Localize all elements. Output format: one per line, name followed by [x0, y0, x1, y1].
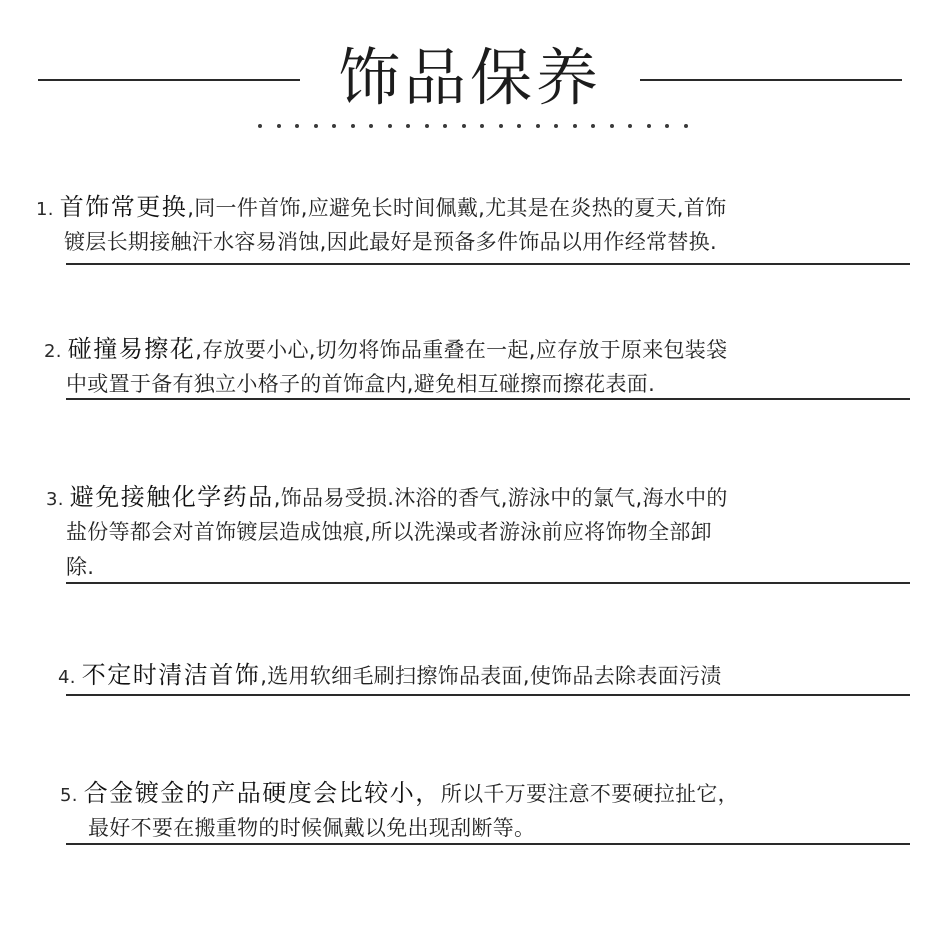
tip-heading: 碰撞易擦花 — [67, 335, 196, 363]
tip-underline — [66, 843, 910, 845]
tip-number: 5. — [60, 785, 78, 806]
tip-text: 除. — [66, 555, 95, 579]
tip-heading: 不定时清洁首饰 — [81, 661, 261, 689]
tip-text: ,饰品易受损.沐浴的香气,游泳中的氯气,海水中的 — [273, 486, 728, 510]
tip-text: ,同一件首饰,应避免长时间佩戴,尤其是在炎热的夏天,首饰 — [187, 196, 727, 220]
title-row — [0, 38, 946, 118]
tip-text: ,存放要小心,切勿将饰品重叠在一起,应存放于原来包装袋 — [195, 338, 728, 362]
tip-number: 4. — [58, 667, 76, 688]
tip-text: 所以千万要注意不要硬拉扯它， — [440, 782, 739, 806]
care-tip-3 — [46, 480, 728, 585]
care-tip-2 — [44, 332, 727, 402]
tip-text: ,选用软细毛刷扫擦饰品表面,使饰品去除表面污渍 — [260, 664, 722, 688]
dotted-divider — [258, 124, 688, 132]
tip-underline — [66, 398, 910, 400]
tip-number: 2. — [44, 341, 62, 362]
tip-number: 1. — [36, 199, 54, 220]
tip-text: 最好不要在搬重物的时候佩戴以免出现刮断等。 — [88, 816, 536, 840]
tip-heading: 避免接触化学药品 — [69, 483, 274, 511]
tip-underline — [66, 263, 910, 265]
tip-underline — [66, 694, 910, 696]
title-divider-right — [640, 79, 902, 81]
tip-heading: 首饰常更换 — [59, 193, 188, 221]
tip-text: 镀层长期接触汗水容易消蚀,因此最好是预备多件饰品以用作经常替换. — [64, 230, 717, 254]
care-tip-5 — [60, 776, 739, 846]
tip-number: 3. — [46, 489, 64, 510]
tip-text: 中或置于备有独立小格子的首饰盒内,避免相互碰擦而擦花表面. — [66, 372, 656, 396]
tip-heading: 合金镀金的产品硬度会比较小， — [83, 779, 441, 807]
care-tip-1 — [36, 190, 726, 260]
page-title: 饰品保养 — [337, 41, 602, 114]
title-divider-left — [38, 79, 300, 81]
tip-underline — [66, 582, 910, 584]
care-tip-4 — [58, 658, 722, 693]
tip-text: 盐份等都会对首饰镀层造成蚀痕,所以洗澡或者游泳前应将饰物全部卸 — [66, 520, 712, 544]
